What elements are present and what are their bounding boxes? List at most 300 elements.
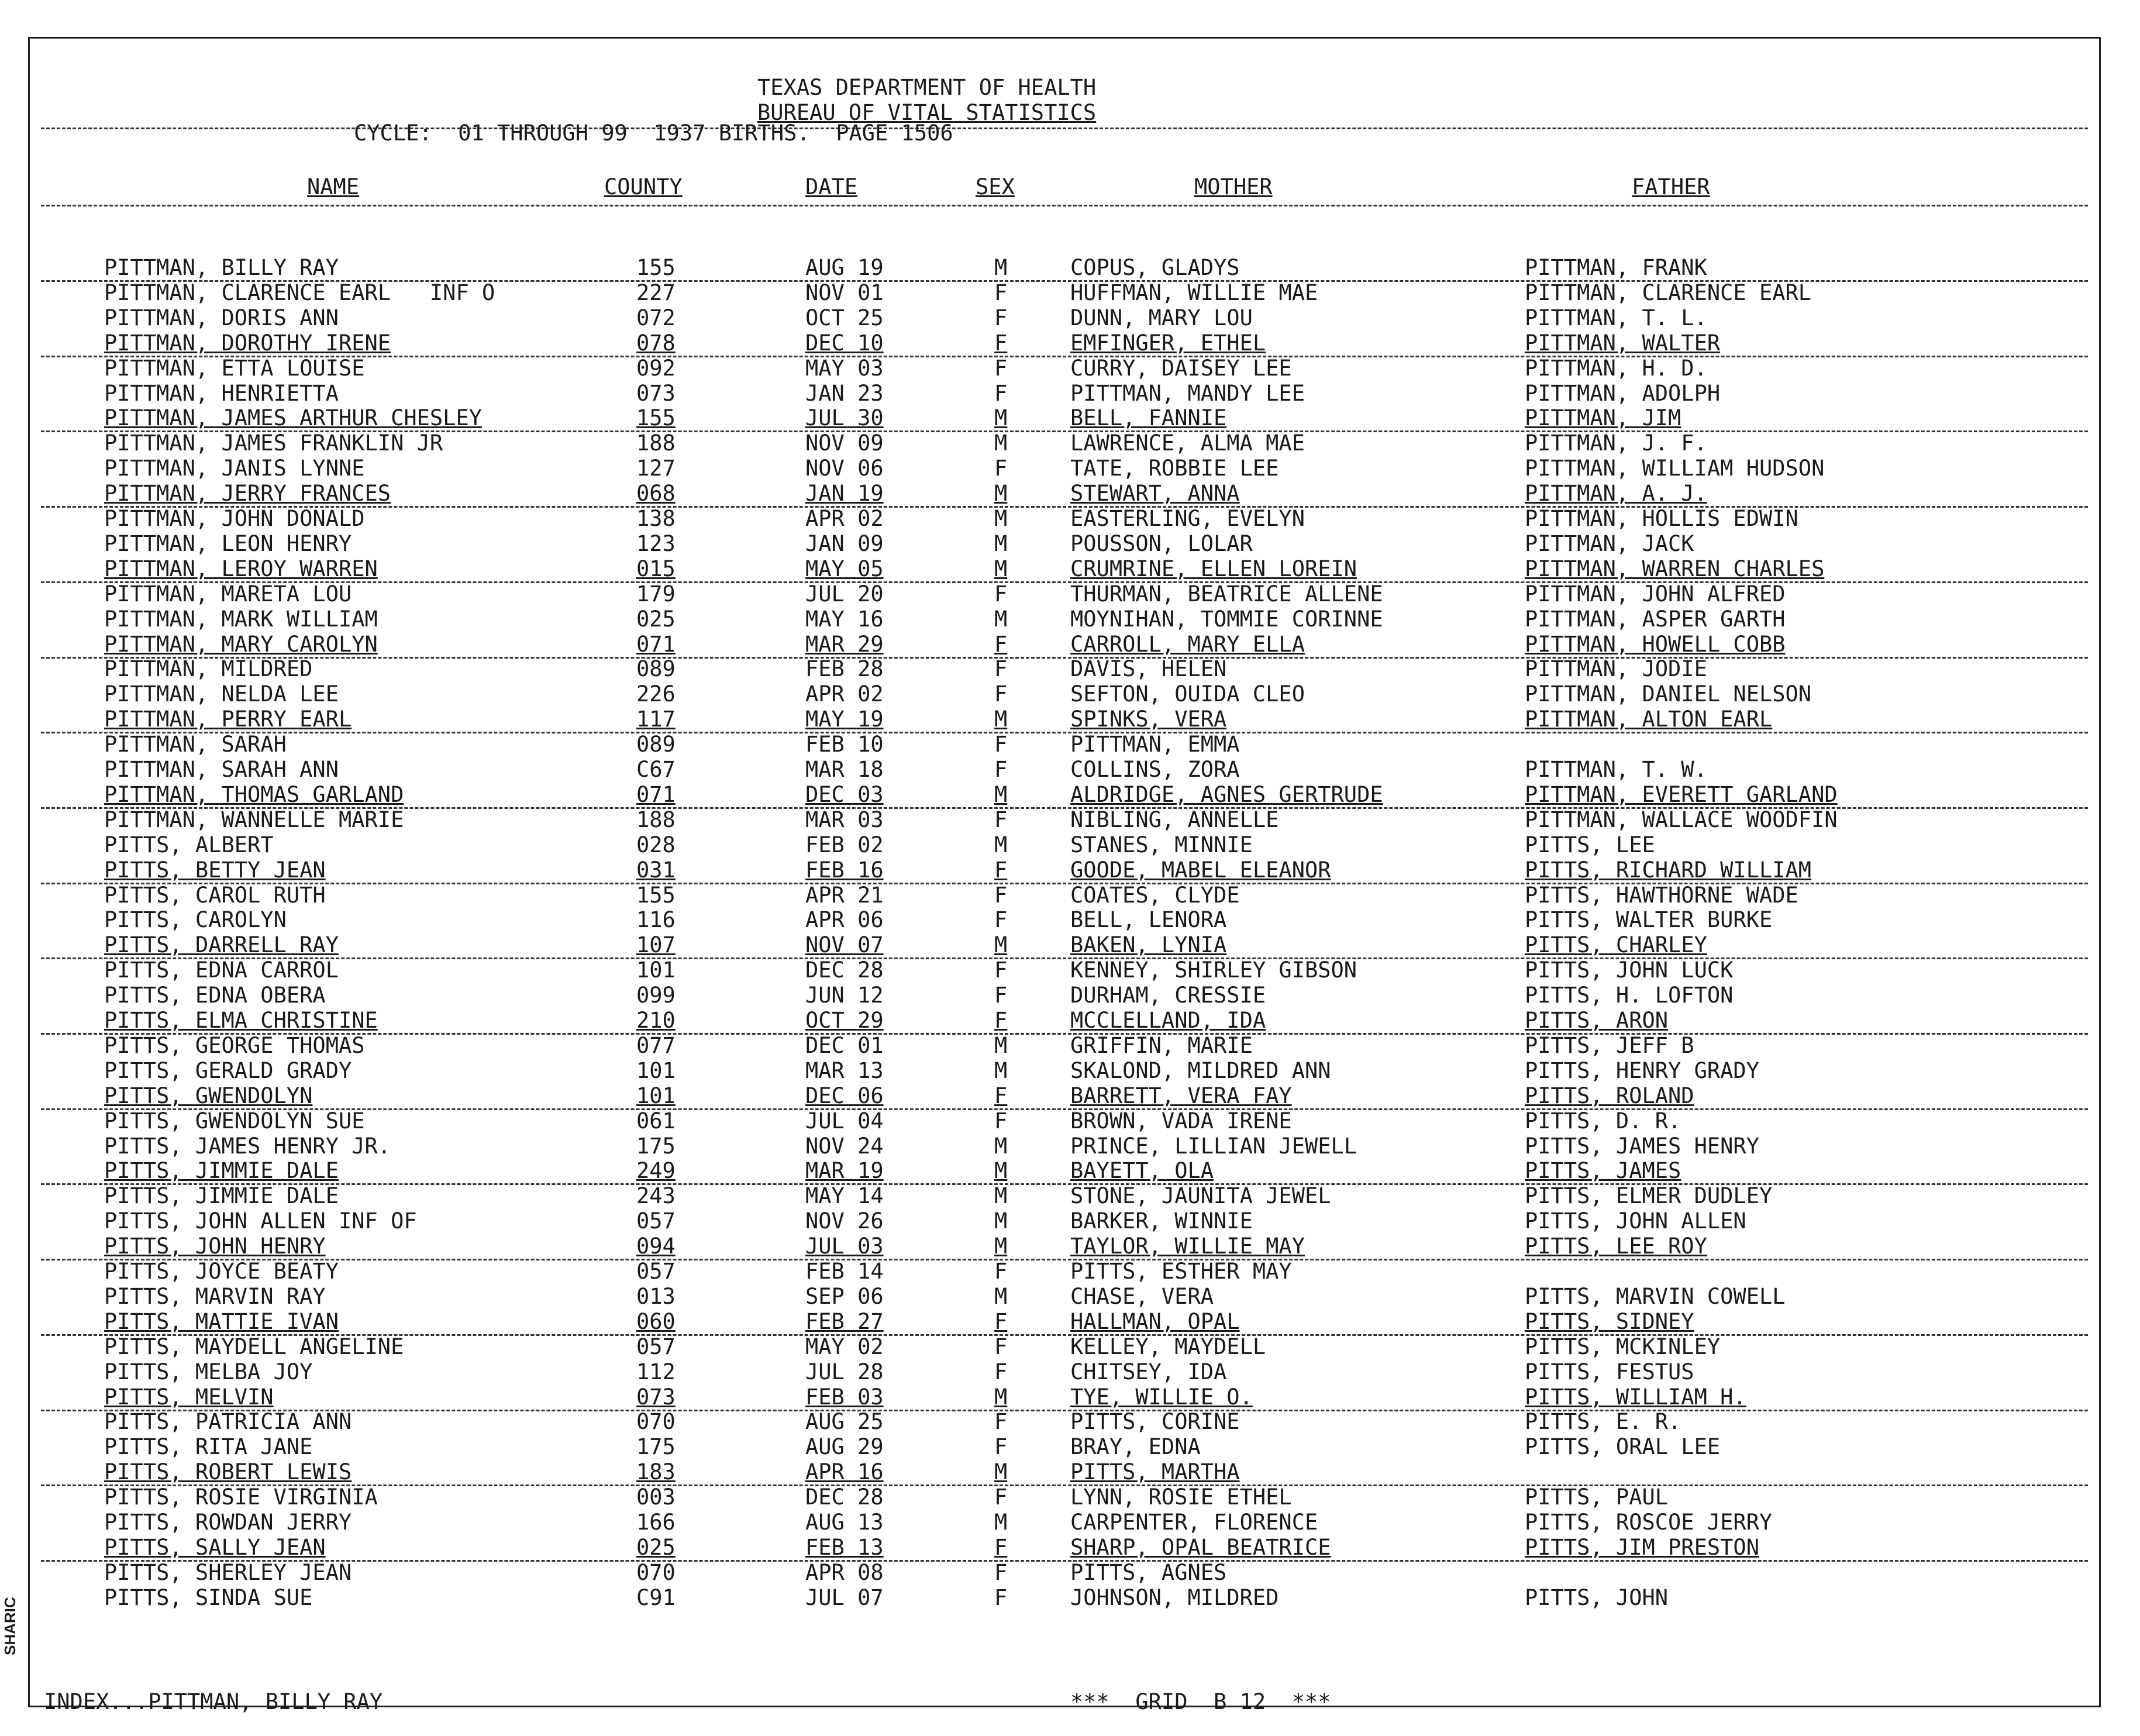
cell-sex: F: [994, 356, 1008, 381]
table-row: [0, 983, 2140, 1008]
cell-sex: F: [994, 1535, 1008, 1560]
table-row: [0, 732, 2140, 757]
cell-mother: COPUS, GLADYS: [1070, 255, 1240, 280]
cell-father: PITTS, JAMES: [1525, 1158, 1681, 1183]
cell-father: PITTMAN, WARREN CHARLES: [1525, 556, 1825, 581]
cell-name: PITTS, BETTY JEAN: [104, 857, 326, 883]
cell-name: PITTS, ROSIE VIRGINIA: [104, 1484, 378, 1510]
cell-name: PITTMAN, DOROTHY IRENE: [104, 330, 391, 356]
cell-sex: M: [994, 607, 1008, 632]
cell-county: 188: [636, 807, 676, 832]
cell-name: PITTMAN, JAMES FRANKLIN JR: [104, 430, 443, 456]
cell-name: PITTS, MARVIN RAY: [104, 1284, 326, 1309]
cell-father: PITTMAN, FRANK: [1525, 255, 1707, 280]
cell-county: 057: [636, 1259, 676, 1284]
cell-sex: M: [994, 1058, 1008, 1083]
cell-sex: F: [994, 305, 1008, 330]
cell-county: 089: [636, 732, 676, 757]
table-row: [0, 1259, 2140, 1284]
cell-sex: M: [994, 405, 1008, 430]
cell-name: PITTS, PATRICIA ANN: [104, 1409, 352, 1434]
column-header-date: DATE: [805, 174, 858, 199]
cell-name: PITTMAN, MARK WILLIAM: [104, 607, 378, 632]
cell-name: PITTMAN, MARY CAROLYN: [104, 632, 378, 657]
table-row: [0, 757, 2140, 783]
cell-date: MAR 18: [805, 757, 884, 782]
cell-county: 107: [636, 932, 676, 957]
cell-date: FEB 14: [805, 1259, 884, 1284]
table-row: [0, 1284, 2140, 1310]
cell-date: JUL 30: [805, 405, 884, 430]
cell-county: 183: [636, 1459, 676, 1484]
cell-date: FEB 02: [805, 832, 884, 857]
cell-father: PITTS, SIDNEY: [1525, 1309, 1694, 1334]
divider: [41, 205, 2088, 206]
cell-mother: ALDRIDGE, AGNES GERTRUDE: [1070, 782, 1383, 807]
cell-date: JAN 19: [805, 481, 884, 506]
cell-father: PITTS, JOHN LUCK: [1525, 957, 1734, 983]
cell-date: DEC 06: [805, 1083, 884, 1108]
cell-name: PITTMAN, LEON HENRY: [104, 531, 352, 556]
cell-name: PITTS, JIMMIE DALE: [104, 1183, 339, 1208]
cell-mother: BELL, FANNIE: [1070, 405, 1227, 430]
cell-name: PITTS, ELMA CHRISTINE: [104, 1008, 378, 1033]
header-cycle: CYCLE: 01 THROUGH 99 1937 BIRTHS. PAGE 1506: [354, 120, 953, 146]
cell-county: 013: [636, 1284, 676, 1309]
table-row: [0, 1410, 2140, 1435]
cell-mother: BELL, LENORA: [1070, 907, 1227, 932]
table-row: [0, 1084, 2140, 1109]
table-row: [0, 908, 2140, 933]
cell-county: 101: [636, 1083, 676, 1108]
cell-sex: M: [994, 255, 1008, 280]
cell-sex: M: [994, 1183, 1008, 1208]
cell-mother: STANES, MINNIE: [1070, 832, 1253, 857]
cell-date: NOV 24: [805, 1134, 884, 1159]
cell-sex: M: [994, 1284, 1008, 1309]
table-row: [0, 1535, 2140, 1561]
cell-sex: F: [994, 757, 1008, 782]
cell-name: PITTMAN, MILDRED: [104, 656, 313, 681]
cell-county: 077: [636, 1033, 676, 1058]
cell-father: PITTMAN, JODIE: [1525, 656, 1707, 681]
table-row: [0, 1059, 2140, 1084]
table-row: [0, 707, 2140, 732]
cell-father: PITTS, MCKINLEY: [1525, 1334, 1721, 1359]
cell-sex: F: [994, 632, 1008, 657]
table-row: [0, 557, 2140, 582]
cell-name: PITTMAN, HENRIETTA: [104, 381, 339, 406]
cell-county: 072: [636, 305, 676, 330]
cell-father: PITTS, WALTER BURKE: [1525, 907, 1773, 932]
table-row: [0, 306, 2140, 331]
cell-county: 061: [636, 1108, 676, 1134]
cell-date: OCT 25: [805, 305, 884, 330]
cell-name: PITTMAN, SARAH: [104, 732, 287, 757]
cell-name: PITTS, GWENDOLYN: [104, 1083, 313, 1108]
cell-mother: EMFINGER, ETHEL: [1070, 330, 1266, 356]
cell-mother: KELLEY, MAYDELL: [1070, 1334, 1266, 1359]
cell-sex: F: [994, 330, 1008, 356]
cell-mother: GRIFFIN, MARIE: [1070, 1033, 1253, 1058]
cell-date: MAR 13: [805, 1058, 884, 1083]
cell-name: PITTS, SINDA SUE: [104, 1585, 313, 1610]
cell-father: PITTS, CHARLEY: [1525, 932, 1707, 957]
cell-father: PITTMAN, JACK: [1525, 531, 1694, 556]
cell-name: PITTMAN, THOMAS GARLAND: [104, 782, 404, 807]
cell-name: PITTMAN, MARETA LOU: [104, 581, 352, 607]
cell-father: PITTS, HENRY GRADY: [1525, 1058, 1759, 1083]
cell-county: 112: [636, 1359, 676, 1384]
table-row: [0, 281, 2140, 306]
cell-father: PITTS, ORAL LEE: [1525, 1434, 1721, 1459]
cell-county: 116: [636, 907, 676, 932]
cell-father: PITTMAN, JIM: [1525, 405, 1681, 430]
cell-county: 028: [636, 832, 676, 857]
cell-father: PITTMAN, DANIEL NELSON: [1525, 681, 1812, 707]
cell-mother: MCCLELLAND, IDA: [1070, 1008, 1266, 1033]
footer-grid: *** GRID B 12 ***: [1070, 1689, 1331, 1714]
cell-sex: M: [994, 707, 1008, 732]
cell-date: APR 02: [805, 506, 884, 531]
cell-name: PITTMAN, BILLY RAY: [104, 255, 339, 280]
table-row: [0, 1134, 2140, 1159]
cell-name: PITTMAN, JAMES ARTHUR CHESLEY: [104, 405, 483, 430]
cell-sex: M: [994, 506, 1008, 531]
cell-mother: CHASE, VERA: [1070, 1284, 1214, 1309]
cell-father: PITTMAN, ASPER GARTH: [1525, 607, 1786, 632]
cell-name: PITTS, CAROLYN: [104, 907, 287, 932]
cell-name: PITTS, JIMMIE DALE: [104, 1158, 339, 1183]
cell-date: FEB 10: [805, 732, 884, 757]
cell-name: PITTMAN, PERRY EARL: [104, 707, 352, 732]
cell-county: 099: [636, 983, 676, 1008]
cell-county: 057: [636, 1208, 676, 1234]
cell-date: NOV 06: [805, 456, 884, 481]
cell-county: 123: [636, 531, 676, 556]
cell-sex: M: [994, 531, 1008, 556]
cell-date: MAY 03: [805, 356, 884, 381]
cell-county: 025: [636, 1535, 676, 1560]
table-row: [0, 657, 2140, 682]
cell-name: PITTS, SALLY JEAN: [104, 1535, 326, 1560]
cell-name: PITTS, JOHN HENRY: [104, 1234, 326, 1259]
cell-father: PITTMAN, H. D.: [1525, 356, 1707, 381]
side-label: SHARIC: [1, 1597, 19, 1655]
cell-date: DEC 03: [805, 782, 884, 807]
cell-name: PITTS, EDNA OBERA: [104, 983, 326, 1008]
table-row: [0, 1159, 2140, 1184]
table-row: [0, 783, 2140, 808]
cell-county: 101: [636, 957, 676, 983]
cell-sex: M: [994, 932, 1008, 957]
cell-name: PITTMAN, WANNELLE MARIE: [104, 807, 404, 832]
cell-name: PITTS, JOHN ALLEN INF OF: [104, 1208, 417, 1234]
cell-county: 057: [636, 1334, 676, 1359]
cell-father: PITTS, JOHN ALLEN: [1525, 1208, 1746, 1234]
cell-father: PITTMAN, J. F.: [1525, 430, 1707, 456]
cell-date: FEB 13: [805, 1535, 884, 1560]
cell-mother: BARKER, WINNIE: [1070, 1208, 1253, 1234]
table-row: [0, 431, 2140, 456]
cell-sex: F: [994, 983, 1008, 1008]
cell-county: 071: [636, 782, 676, 807]
cell-mother: HALLMAN, OPAL: [1070, 1309, 1240, 1334]
cell-mother: JOHNSON, MILDRED: [1070, 1585, 1279, 1610]
cell-sex: F: [994, 280, 1008, 305]
cell-date: APR 21: [805, 883, 884, 908]
cell-mother: PITTMAN, EMMA: [1070, 732, 1240, 757]
cell-date: SEP 06: [805, 1284, 884, 1309]
cell-father: PITTS, HAWTHORNE WADE: [1525, 883, 1798, 908]
cell-father: PITTS, E. R.: [1525, 1409, 1681, 1434]
cell-father: PITTMAN, JOHN ALFRED: [1525, 581, 1786, 607]
cell-mother: SHARP, OPAL BEATRICE: [1070, 1535, 1331, 1560]
cell-county: 243: [636, 1183, 676, 1208]
table-row: [0, 532, 2140, 557]
cell-sex: F: [994, 1309, 1008, 1334]
cell-father: PITTS, LEE: [1525, 832, 1655, 857]
table-row: [0, 1184, 2140, 1209]
cell-mother: PITTS, ESTHER MAY: [1070, 1259, 1292, 1284]
table-row: [0, 1586, 2140, 1611]
cell-date: MAY 14: [805, 1183, 884, 1208]
cell-sex: M: [994, 1134, 1008, 1159]
cell-county: 078: [636, 330, 676, 356]
cell-county: 094: [636, 1234, 676, 1259]
cell-mother: BRAY, EDNA: [1070, 1434, 1201, 1459]
cell-mother: CARPENTER, FLORENCE: [1070, 1510, 1318, 1535]
cell-father: PITTS, PAUL: [1525, 1484, 1669, 1510]
table-row: [0, 331, 2140, 356]
cell-name: PITTS, CAROL RUTH: [104, 883, 326, 908]
cell-mother: HUFFMAN, WILLIE MAE: [1070, 280, 1318, 305]
table-row: [0, 507, 2140, 532]
cell-mother: BAKEN, LYNIA: [1070, 932, 1227, 957]
cell-sex: F: [994, 807, 1008, 832]
table-row: [0, 632, 2140, 657]
cell-sex: F: [994, 1409, 1008, 1434]
cell-mother: PITTS, CORINE: [1070, 1409, 1240, 1434]
table-row: [0, 1561, 2140, 1586]
cell-father: PITTMAN, EVERETT GARLAND: [1525, 782, 1838, 807]
header-bureau: BUREAU OF VITAL STATISTICS: [757, 100, 1097, 125]
cell-county: 155: [636, 883, 676, 908]
table-row: [0, 582, 2140, 607]
cell-sex: F: [994, 857, 1008, 883]
cell-mother: COATES, CLYDE: [1070, 883, 1240, 908]
cell-mother: SPINKS, VERA: [1070, 707, 1227, 732]
cell-sex: F: [994, 681, 1008, 707]
cell-county: C67: [636, 757, 676, 782]
cell-name: PITTMAN, ETTA LOUISE: [104, 356, 365, 381]
cell-date: JUL 28: [805, 1359, 884, 1384]
cell-mother: MOYNIHAN, TOMMIE CORINNE: [1070, 607, 1383, 632]
cell-father: PITTMAN, T. W.: [1525, 757, 1707, 782]
cell-sex: F: [994, 957, 1008, 983]
cell-mother: BARRETT, VERA FAY: [1070, 1083, 1292, 1108]
cell-name: PITTS, RITA JANE: [104, 1434, 313, 1459]
cell-father: PITTS, JOHN: [1525, 1585, 1669, 1610]
cell-name: PITTS, EDNA CARROL: [104, 957, 339, 983]
cell-sex: M: [994, 1510, 1008, 1535]
cell-mother: POUSSON, LOLAR: [1070, 531, 1253, 556]
cell-sex: M: [994, 1158, 1008, 1183]
cell-sex: F: [994, 456, 1008, 481]
cell-mother: TATE, ROBBIE LEE: [1070, 456, 1279, 481]
table-row: [0, 1485, 2140, 1510]
cell-father: PITTS, WILLIAM H.: [1525, 1384, 1746, 1410]
cell-county: 003: [636, 1484, 676, 1510]
cell-county: 101: [636, 1058, 676, 1083]
cell-father: PITTMAN, WALTER: [1525, 330, 1721, 356]
cell-mother: DAVIS, HELEN: [1070, 656, 1227, 681]
cell-date: MAR 03: [805, 807, 884, 832]
cell-sex: M: [994, 1234, 1008, 1259]
cell-date: NOV 07: [805, 932, 884, 957]
cell-date: NOV 01: [805, 280, 884, 305]
table-row: [0, 1034, 2140, 1059]
cell-name: PITTS, MAYDELL ANGELINE: [104, 1334, 404, 1359]
cell-mother: CHITSEY, IDA: [1070, 1359, 1227, 1384]
cell-date: AUG 25: [805, 1409, 884, 1434]
cell-mother: LAWRENCE, ALMA MAE: [1070, 430, 1305, 456]
cell-county: 127: [636, 456, 676, 481]
cell-father: PITTS, JEFF B: [1525, 1033, 1694, 1058]
cell-mother: SKALOND, MILDRED ANN: [1070, 1058, 1331, 1083]
cell-county: 060: [636, 1309, 676, 1334]
column-header-county: COUNTY: [604, 174, 683, 199]
cell-date: APR 06: [805, 907, 884, 932]
cell-father: PITTMAN, T. L.: [1525, 305, 1707, 330]
cell-sex: F: [994, 581, 1008, 607]
cell-date: APR 08: [805, 1560, 884, 1585]
footer-index: INDEX...PITTMAN, BILLY RAY: [44, 1689, 383, 1714]
cell-date: FEB 27: [805, 1309, 884, 1334]
cell-mother: DURHAM, CRESSIE: [1070, 983, 1266, 1008]
cell-mother: PITTS, MARTHA: [1070, 1459, 1240, 1484]
cell-date: APR 16: [805, 1459, 884, 1484]
cell-date: APR 02: [805, 681, 884, 707]
table-row: [0, 256, 2140, 281]
cell-name: PITTMAN, SARAH ANN: [104, 757, 339, 782]
column-header-sex: SEX: [976, 174, 1015, 199]
table-row: [0, 481, 2140, 507]
cell-date: DEC 01: [805, 1033, 884, 1058]
cell-county: 249: [636, 1158, 676, 1183]
cell-name: PITTS, MELVIN: [104, 1384, 274, 1410]
cell-name: PITTMAN, LEROY WARREN: [104, 556, 378, 581]
cell-father: PITTS, D. R.: [1525, 1108, 1681, 1134]
cell-father: PITTS, H. LOFTON: [1525, 983, 1734, 1008]
table-row: [0, 958, 2140, 983]
cell-county: 210: [636, 1008, 676, 1033]
cell-date: JUL 03: [805, 1234, 884, 1259]
table-row: [0, 808, 2140, 833]
cell-date: AUG 13: [805, 1510, 884, 1535]
cell-date: JAN 23: [805, 381, 884, 406]
cell-county: 138: [636, 506, 676, 531]
cell-county: 188: [636, 430, 676, 456]
cell-father: PITTS, ROSCOE JERRY: [1525, 1510, 1773, 1535]
table-row: [0, 1109, 2140, 1134]
cell-name: PITTS, GEORGE THOMAS: [104, 1033, 365, 1058]
cell-name: PITTS, JOYCE BEATY: [104, 1259, 339, 1284]
cell-mother: CRUMRINE, ELLEN LOREIN: [1070, 556, 1357, 581]
cell-date: DEC 28: [805, 1484, 884, 1510]
cell-date: JAN 09: [805, 531, 884, 556]
cell-sex: M: [994, 782, 1008, 807]
cell-date: JUL 04: [805, 1108, 884, 1134]
table-row: [0, 1234, 2140, 1259]
cell-mother: PITTMAN, MANDY LEE: [1070, 381, 1305, 406]
cell-county: 068: [636, 481, 676, 506]
cell-name: PITTMAN, JANIS LYNNE: [104, 456, 365, 481]
column-header-mother: MOTHER: [1194, 174, 1273, 199]
table-row: [0, 456, 2140, 481]
cell-county: 073: [636, 381, 676, 406]
cell-mother: PRINCE, LILLIAN JEWELL: [1070, 1134, 1357, 1159]
cell-father: PITTMAN, CLARENCE EARL: [1525, 280, 1812, 305]
cell-mother: LYNN, ROSIE ETHEL: [1070, 1484, 1292, 1510]
cell-county: 175: [636, 1134, 676, 1159]
table-row: [0, 607, 2140, 632]
table-row: [0, 1385, 2140, 1410]
cell-name: PITTS, MELBA JOY: [104, 1359, 313, 1384]
cell-date: DEC 10: [805, 330, 884, 356]
cell-father: PITTMAN, WALLACE WOODFIN: [1525, 807, 1838, 832]
cell-date: DEC 28: [805, 957, 884, 983]
cell-date: FEB 28: [805, 656, 884, 681]
cell-county: 117: [636, 707, 676, 732]
cell-county: 031: [636, 857, 676, 883]
cell-mother: DUNN, MARY LOU: [1070, 305, 1253, 330]
cell-mother: NIBLING, ANNELLE: [1070, 807, 1279, 832]
cell-sex: F: [994, 381, 1008, 406]
cell-date: MAY 16: [805, 607, 884, 632]
cell-sex: F: [994, 1560, 1008, 1585]
cell-county: 155: [636, 405, 676, 430]
cell-mother: STONE, JAUNITA JEWEL: [1070, 1183, 1331, 1208]
cell-father: PITTS, JAMES HENRY: [1525, 1134, 1759, 1159]
cell-father: PITTS, ELMER DUDLEY: [1525, 1183, 1773, 1208]
cell-county: 155: [636, 255, 676, 280]
cell-mother: CARROLL, MARY ELLA: [1070, 632, 1305, 657]
cell-county: 089: [636, 656, 676, 681]
cell-date: FEB 16: [805, 857, 884, 883]
table-row: [0, 1460, 2140, 1485]
cell-county: 025: [636, 607, 676, 632]
table-row: [0, 406, 2140, 431]
cell-county: 071: [636, 632, 676, 657]
cell-sex: M: [994, 1459, 1008, 1484]
cell-county: 179: [636, 581, 676, 607]
cell-sex: F: [994, 907, 1008, 932]
table-row: [0, 1435, 2140, 1460]
cell-mother: TAYLOR, WILLIE MAY: [1070, 1234, 1305, 1259]
table-row: [0, 1209, 2140, 1234]
cell-father: PITTMAN, ALTON EARL: [1525, 707, 1773, 732]
cell-mother: COLLINS, ZORA: [1070, 757, 1240, 782]
cell-name: PITTS, DARRELL RAY: [104, 932, 339, 957]
table-row: [0, 1360, 2140, 1385]
cell-name: PITTS, GWENDOLYN SUE: [104, 1108, 365, 1134]
cell-sex: F: [994, 1585, 1008, 1610]
cell-father: PITTS, LEE ROY: [1525, 1234, 1707, 1259]
cell-father: PITTS, JIM PRESTON: [1525, 1535, 1759, 1560]
cell-sex: F: [994, 1359, 1008, 1384]
cell-date: MAR 29: [805, 632, 884, 657]
